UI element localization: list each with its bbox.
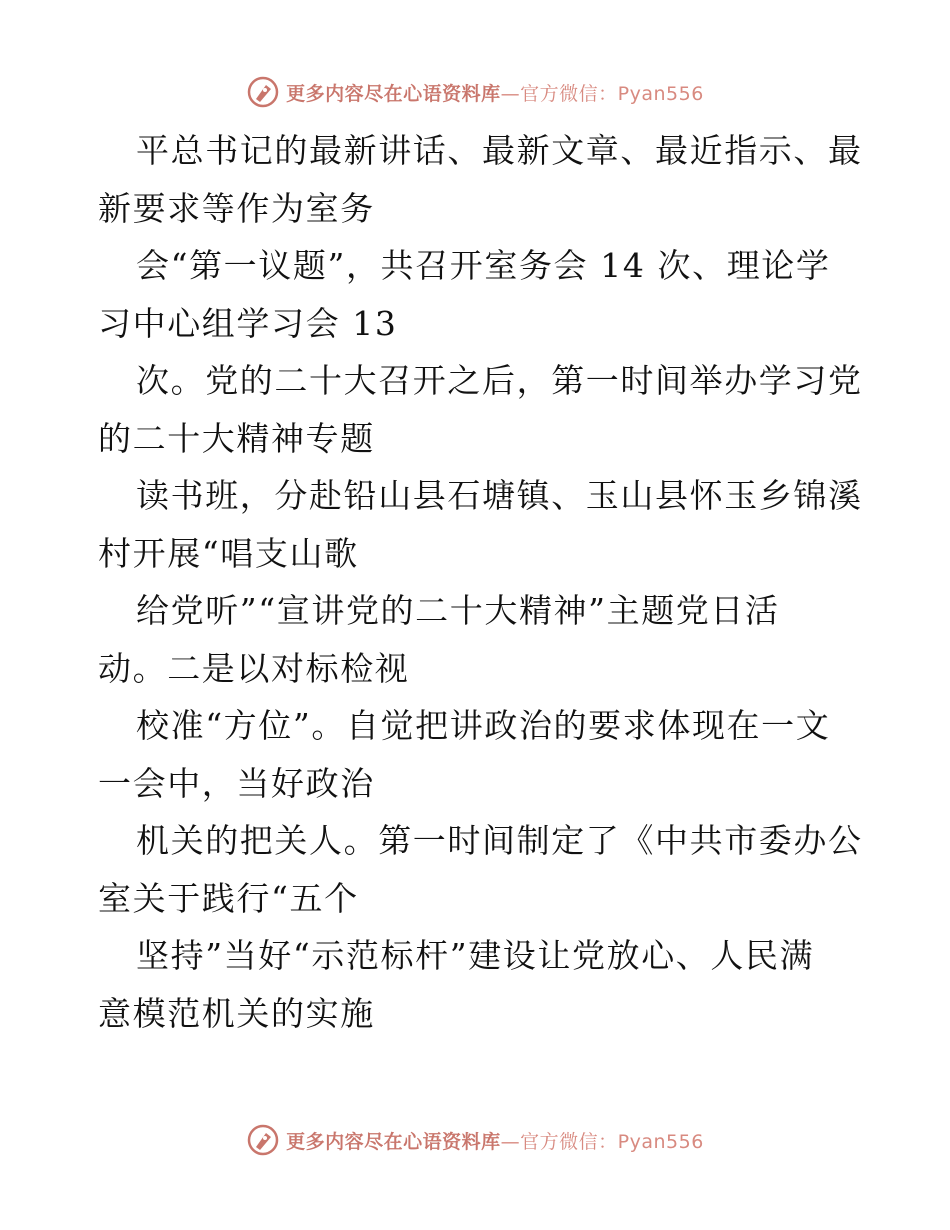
- document-body: [98, 122, 863, 1042]
- pen-nib-logo-icon: [246, 75, 280, 109]
- body-line-4: 习中心组学习会 13: [98, 303, 398, 343]
- body-line-16: 意模范机关的实施: [98, 993, 375, 1033]
- body-line-6: 的二十大精神专题: [98, 418, 375, 458]
- footer-banner-separator: —: [500, 1130, 521, 1153]
- body-line-14: 室关于践行“五个: [98, 878, 359, 918]
- body-line-11: 校准“方位”。自觉把讲政治的要求体现在一文: [136, 706, 831, 745]
- footer-banner-contact: 官方微信：Pyan556: [520, 1130, 704, 1153]
- body-line-15: 坚持”当好“示范标杆”建设让党放心、人民满: [136, 936, 815, 975]
- body-line-2: 新要求等作为室务: [98, 188, 375, 228]
- header-banner-main: 更多内容尽在心语资料库: [286, 82, 501, 105]
- body-line-8: 村开展“唱支山歌: [98, 533, 359, 573]
- body-line-10: 动。二是以对标检视: [98, 648, 410, 688]
- footer-banner-text: [286, 1127, 704, 1154]
- body-line-5: 次。党的二十大召开之后，第一时间举办学习党: [136, 361, 863, 400]
- footer-watermark-banner: [0, 1118, 950, 1162]
- body-line-3: 会“第一议题”，共召开室务会 14 次、理论学: [136, 246, 831, 285]
- header-banner-contact: 官方微信：Pyan556: [520, 82, 704, 105]
- body-line-1: 平总书记的最新讲话、最新文章、最近指示、最: [136, 131, 863, 170]
- body-line-12: 一会中，当好政治: [98, 763, 375, 803]
- body-line-7: 读书班，分赴铅山县石塘镇、玉山县怀玉乡锦溪: [136, 476, 863, 515]
- body-line-9: 给党听”“宣讲党的二十大精神”主题党日活: [136, 591, 780, 630]
- pen-nib-logo-icon: [246, 1123, 280, 1157]
- body-line-13: 机关的把关人。第一时间制定了《中共市委办公: [136, 821, 863, 860]
- header-banner-text: [286, 79, 704, 106]
- footer-banner-main: 更多内容尽在心语资料库: [286, 1130, 501, 1153]
- header-watermark-banner: [0, 70, 950, 114]
- header-banner-separator: —: [500, 82, 521, 105]
